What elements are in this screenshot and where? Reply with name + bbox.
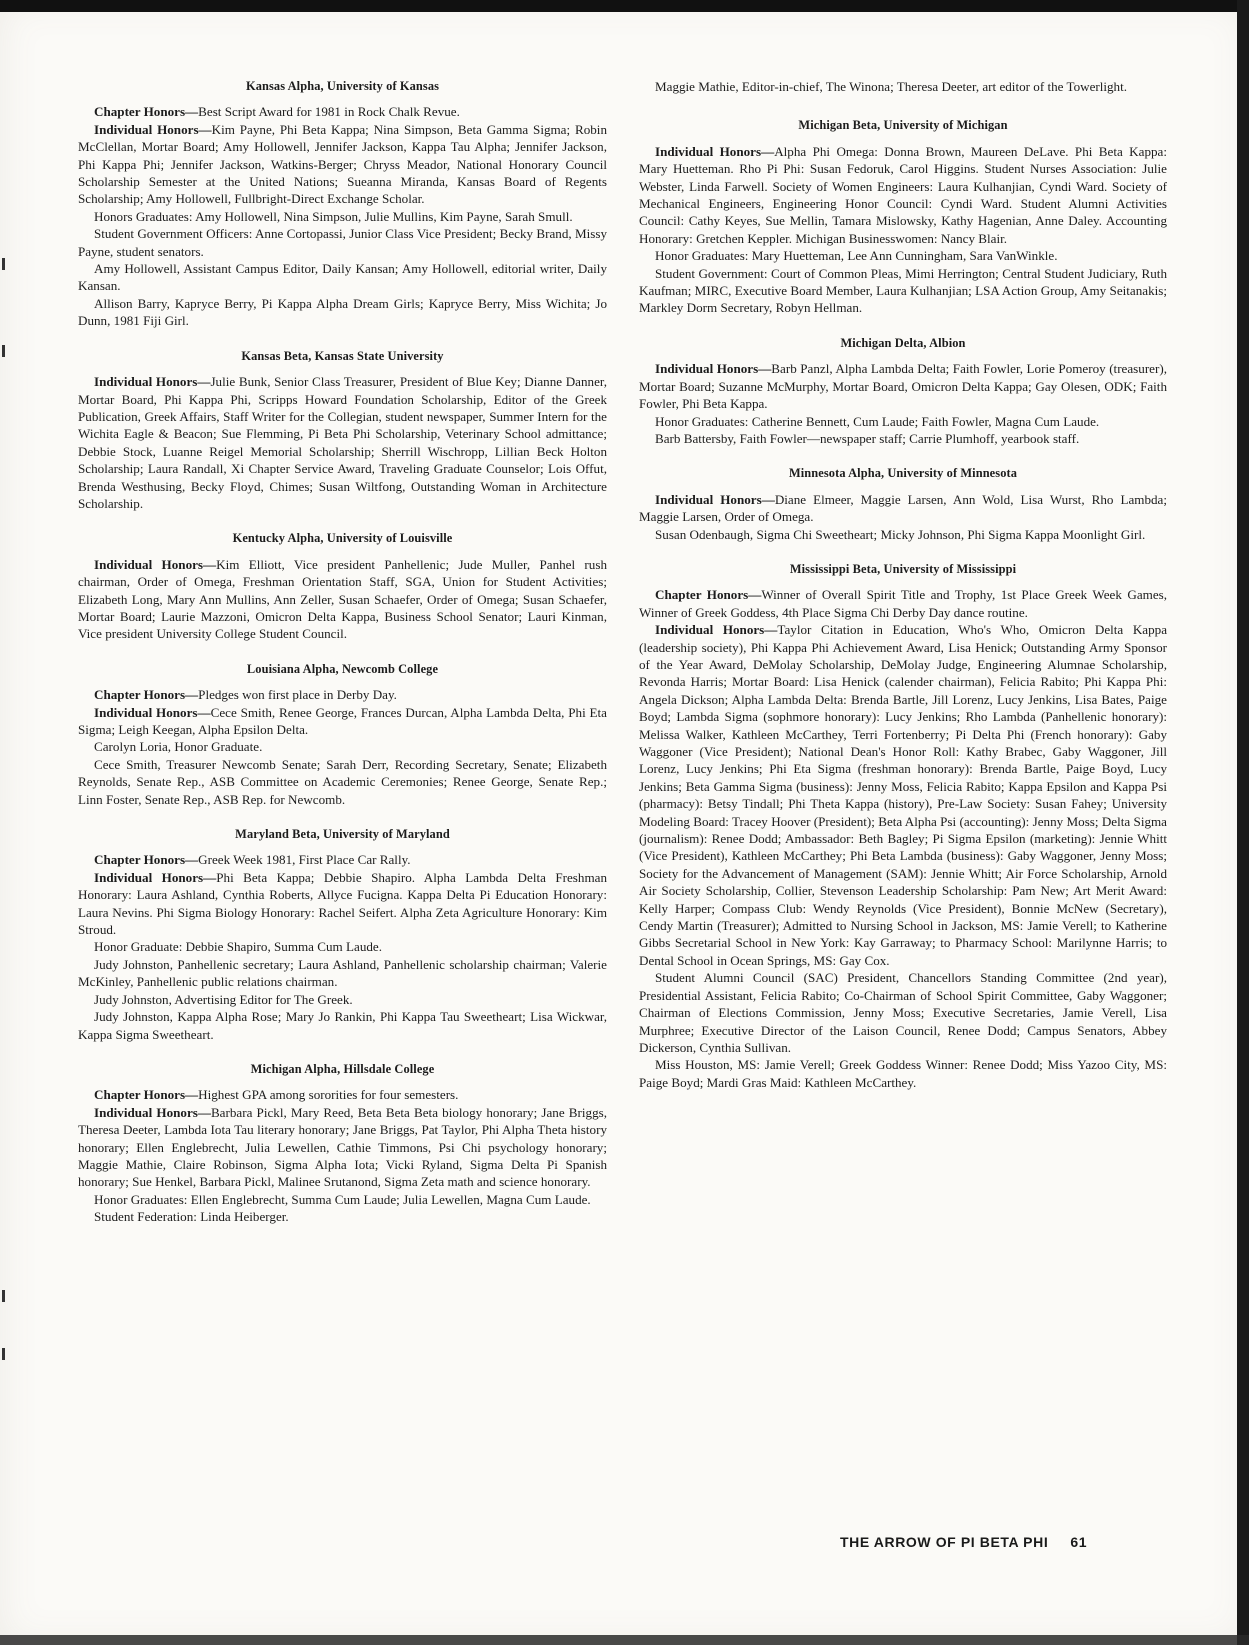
chapter-paragraph: Barb Battersby, Faith Fowler—newspaper staff; Carrie Plumhoff, yearbook staff. xyxy=(655,430,1080,446)
continued-paragraph: Maggie Mathie, Editor-in-chief, The Winona; Theresa Deeter, art editor of the Towerlight. xyxy=(655,79,1128,94)
chapter-paragraph: Cece Smith, Treasurer Newcomb Senate; Sarah Derr, Recording Secretary, Senate; Elizabeth Reynolds, Senate Rep., ASB Committee on Academic Ceremonies; Renee George, Senate Rep.; Linn Foster, Senate Rep., ASB Rep. for Newcomb. xyxy=(78,756,607,807)
chapter-paragraph: Student Government Officers: Anne Cortopassi, Junior Class Vice President; Becky Brand, Missy Payne, student senators. xyxy=(78,226,607,259)
chapter-paragraph: Judy Johnston, Panhellenic secretary; Laura Ashland, Panhellenic scholarship chairman; Valerie McKinley, Panhellenic public relations chairman. xyxy=(78,956,607,990)
chapter-heading: Kansas Alpha, University of Kansas xyxy=(245,79,440,93)
chapter-section xyxy=(78,78,607,330)
chapter-paragraph: Individual Honors—Kim Elliott, Vice president Panhellenic; Jude Muller, Panhel rush chairman, Order of Omega, Freshman Orientation Staff, SGA, Union for Student Activities; Elizabeth Long, Mary Ann Mullins, Ann Zeller, Susan Schaefer, Order of Omega; Susan Schaefer, Mortar Board; Laurie Mazzoni, Omicron Delta Kappa, Business School Senator; Lauri Kinman, Vice president University College Student Council. xyxy=(78,556,607,642)
chapter-section xyxy=(639,117,1167,316)
chapter-paragraph: Individual Honors—Cece Smith, Renee George, Frances Durcan, Alpha Lambda Delta, Phi Eta Sigma; Leigh Keegan, Alpha Epsilon Delta. xyxy=(78,704,607,737)
chapter-paragraph: Student Federation: Linda Heiberger. xyxy=(94,1209,289,1225)
chapter-paragraph: Individual Honors—Phi Beta Kappa; Debbie Shapiro. Alpha Lambda Delta Freshman Honorary: Laura Ashland, Cynthia Roberts, Allyce Fucigna. Kappa Delta Pi Education Honorary: Laura Nevins. Phi Sigma Biology Honorary: Rachel Seifert. Alpha Zeta Agriculture Honorary: Kim Stroud. xyxy=(78,869,607,938)
margin-mark xyxy=(2,258,5,270)
scan-bottom-border xyxy=(0,1635,1249,1645)
chapter-section xyxy=(78,826,607,1043)
chapter-paragraph: Chapter Honors—Best Script Award for 1981 in Rock Chalk Revue. xyxy=(94,104,460,120)
chapter-paragraph: Judy Johnston, Kappa Alpha Rose; Mary Jo Rankin, Phi Kappa Tau Sweetheart; Lisa Wickwar, Kappa Sigma Sweetheart. xyxy=(78,1009,607,1042)
chapter-paragraph: Honors Graduates: Amy Hollowell, Nina Simpson, Julie Mullins, Kim Payne, Sarah Smull. xyxy=(94,208,573,224)
chapter-paragraph: Honor Graduates: Mary Huetteman, Lee Ann Cunningham, Sara VanWinkle. xyxy=(655,248,1058,264)
chapter-section xyxy=(639,561,1167,1091)
chapter-heading: Kansas Beta, Kansas State University xyxy=(241,348,444,363)
chapter-section xyxy=(78,661,607,808)
chapter-paragraph: Honor Graduates: Catherine Bennett, Cum Laude; Faith Fowler, Magna Cum Laude. xyxy=(655,413,1100,429)
chapter-heading: Minnesota Alpha, University of Minnesota xyxy=(788,466,1018,481)
page-footer xyxy=(840,1534,1170,1550)
chapter-section xyxy=(78,348,607,513)
page-number: 61 xyxy=(1070,1534,1088,1550)
chapter-paragraph: Amy Hollowell, Assistant Campus Editor, Daily Kansan; Amy Hollowell, editorial writer, Daily Kansan. xyxy=(78,261,607,294)
right-column xyxy=(639,78,1167,1109)
chapter-paragraph: Individual Honors—Taylor Citation in Education, Who's Who, Omicron Delta Kappa (leadership society), Phi Kappa Phi Achievement Award, Lisa Henick; Outstanding Army Sponsor of the Year Award, DeMolay Scholarship, DeMolay Judge, Engineering Alumnae Scholarship, Revonda Harris; Mortar Board: Lisa Henick (calender chairman), Felicia Rabito; Phi Kappa Phi: Angela Dickson; Alpha Lambda Delta: Brenda Bartle, Jill Lorenz, Lucy Jenkins, Lisa Bates, Paige Boyd; Lambda Sigma (sophmore honorary): Lucy Jenkins; Rho Lambda (Panhellenic honorary): Melissa Walker, Kathleen McCarthey, Terri Fortenberry; Pi Delta Phi (French honorary): Gaby Waggoner (Vice President); National Dean's Honor Roll: Kathy Brabec, Gaby Waggoner, Jill Lorenz, Lucy Jenkins; Phi Eta Sigma (freshman honorary): Brenda Bartle, Paige Boyd, Lucy Jenkins; Beta Gamma Sigma (business): Jenny Moss, Felicia Rabito; Kappa Epsilon and Kappa Psi (pharmacy): Betsy Tindall; Phi Theta Kappa (history), Pre-Law Society: Susan Fahey; University Modeling Board: Tracey Hoover (President); Beta Alpha Psi (accounting): Jenny Moss; Delta Sigma (journalism): Renee Dodd; Ambassador: Beth Bagley; Pi Sigma Epsilon (marketing): Jennie Whitt (Vice President), Kathleen McCarthey; Phi Beta Lambda (business): Gaby Waggoner, Jenny Moss; Society for the Advancement of Management (SAM): Jennie Whitt; Air Force Scholarship, Arnold Air Society Scholarship, Collier, Stevenson Leadership Scholarship: Pam New; Art Merit Award: Kelly Harper; Compass Club: Wendy Reynolds (Vice President), Bonnie McNew (Secretary), Cendy Martin (Treasurer); Admitted to Nursing School in Jackson, MS: Jamie Verell; to Katherine Gibbs Secretarial School in New York: Kay Garraway; to Pharmacy School: Marilynne Harris; to Dental School in Ocean Springs, MS: Gay Cox. xyxy=(639,622,1168,968)
chapter-section xyxy=(639,465,1167,543)
scan-right-border xyxy=(1237,0,1249,1645)
chapter-heading: Louisiana Alpha, Newcomb College xyxy=(246,661,439,676)
publication-title: THE ARROW OF PI BETA PHI xyxy=(840,1534,1049,1550)
chapter-heading: Maryland Beta, University of Maryland xyxy=(235,827,450,842)
chapter-paragraph: Allison Barry, Kapryce Berry, Pi Kappa Alpha Dream Girls; Kapryce Berry, Miss Wichita; Jo Dunn, 1981 Fiji Girl. xyxy=(78,295,607,329)
continued-section xyxy=(639,78,1167,95)
scan-top-border xyxy=(0,0,1249,12)
chapter-paragraph: Individual Honors—Julie Bunk, Senior Class Treasurer, President of Blue Key; Dianne Danner, Mortar Board, Phi Kappa Phi, Scripps Howard Foundation Scholarship, Editor of the Greek Publication, Greek Affairs, Staff Writer for the Collegian, student newspaper, Summer Intern for the Wichita Eagle & Beacon; Sue Flemming, Pi Beta Phi Scholarship, Veterinary School admittance; Debbie Stock, Luanne Reigel Memorial Scholarship; Sherrill Wischropp, Lillian Beck Holton Scholarship; Laura Randall, Xi Chapter Service Award, Traveling Graduate Counselor; Lois Offut, Brenda Westhusing, Becky Floyd, Chimes; Susan Wiltfong, Outstanding Woman in Architecture Scholarship. xyxy=(78,374,607,511)
chapter-heading: Mississippi Beta, University of Mississippi xyxy=(789,561,1017,576)
chapter-paragraph: Individual Honors—Kim Payne, Phi Beta Kappa; Nina Simpson, Beta Gamma Sigma; Robin McClellan, Mortar Board; Amy Hollowell, Jennifer Jackson, Kappa Tau Alpha; Jennifer Jackson, Phi Kappa Phi; Jennifer Jackson, Watkins-Berger; Chryss Meador, National Honorary Council Scholarship Semester at the United Nations; Sueanna Miranda, Kansas Board of Regents Scholarship; Amy Hollowell, Fullbright-Direct Exchange Scholar. xyxy=(78,121,607,207)
chapter-paragraph: Susan Odenbaugh, Sigma Chi Sweetheart; Micky Johnson, Phi Sigma Kappa Moonlight Girl. xyxy=(655,526,1146,542)
chapter-paragraph: Student Government: Court of Common Pleas, Mimi Herrington; Central Student Judiciary, Ruth Kaufman; MIRC, Executive Board Member, Laura Kulhanjian; LSA Action Group, Amy Seitanakis; Markley Dorm Secretary, Robyn Hellman. xyxy=(639,265,1167,316)
left-column xyxy=(78,78,607,1244)
chapter-heading: Michigan Beta, University of Michigan xyxy=(798,118,1008,133)
chapter-paragraph: Individual Honors—Alpha Phi Omega: Donna Brown, Maureen DeLave. Phi Beta Kappa: Mary Huetteman. Rho Pi Phi: Susan Fedoruk, Carol Higgins. Student Nurses Association: Julie Webster, Linda Farwell. Society of Women Engineers: Laura Kulhanjian, Cyndi Ward. Society of Mechanical Engineers, Engineering Honor Council: Cyndi Ward. Student Alumni Activities Council: Cathy Keyes, Sue Mellin, Tamara Mislowsky, Kathy Hagenian, Anne Daley. Accounting Honorary: Gretchen Keppler. Michigan Businesswomen: Nancy Blair. xyxy=(639,143,1167,246)
chapter-heading: Kentucky Alpha, University of Louisville xyxy=(232,531,453,546)
chapter-paragraph: Carolyn Loria, Honor Graduate. xyxy=(94,739,263,755)
chapter-paragraph: Honor Graduates: Ellen Englebrecht, Summa Cum Laude; Julia Lewellen, Magna Cum Laude. xyxy=(94,1191,591,1207)
chapter-paragraph: Student Alumni Council (SAC) President, Chancellors Standing Committee (2nd year), Presidential Assistant, Felicia Rabito; Co-Chairman of School Spirit Committee, Gaby Waggoner; Chairman of Elections Commission, Jenny Moss; Executive Secretaries, Jamie Verell, Lisa Murphree; Executive Director of the Laison Council, Renee Dodd; Campus Senators, Abbey Dickerson, Cynthia Sullivan. xyxy=(639,970,1167,1055)
chapter-paragraph: Chapter Honors—Winner of Overall Spirit Title and Trophy, 1st Place Greek Week Games, Winner of Greek Goddess, 4th Place Sigma Chi Derby Day dance routine. xyxy=(639,587,1167,620)
chapter-paragraph: Chapter Honors—Greek Week 1981, First Place Car Rally. xyxy=(94,852,411,868)
chapter-section xyxy=(78,530,607,642)
chapter-paragraph: Miss Houston, MS: Jamie Verell; Greek Goddess Winner: Renee Dodd; Miss Yazoo City, MS: Paige Boyd; Mardi Gras Maid: Kathleen McCarthey. xyxy=(639,1057,1167,1090)
chapter-paragraph: Honor Graduate: Debbie Shapiro, Summa Cum Laude. xyxy=(94,939,382,955)
chapter-paragraph: Individual Honors—Barb Panzl, Alpha Lambda Delta; Faith Fowler, Lorie Pomeroy (treasurer), Mortar Board; Suzanne McMurphy, Mortar Board, Omicron Delta Kappa; Gay Olesen, ODK; Faith Fowler, Phi Beta Kappa. xyxy=(639,361,1167,412)
chapter-section xyxy=(78,1061,607,1226)
chapter-paragraph: Individual Honors—Barbara Pickl, Mary Reed, Beta Beta Beta biology honorary; Jane Briggs, Theresa Deeter, Lambda Iota Tau literary honorary; Jane Briggs, Pat Taylor, Phi Alpha Theta history honorary; Ellen Englebrecht, Julia Lewellen, Cathie Timmons, Psi Chi psychology honorary; Maggie Mathie, Claire Robinson, Sigma Alpha Iota; Vicki Ryland, Sigma Delta Pi Spanish honorary; Sue Henkel, Barbara Pickl, Malinee Srutanond, Sigma Zeta math and science honorary. xyxy=(78,1104,607,1190)
chapter-paragraph: Chapter Honors—Pledges won first place in Derby Day. xyxy=(94,687,397,703)
chapter-paragraph: Individual Honors—Diane Elmeer, Maggie Larsen, Ann Wold, Lisa Wurst, Rho Lambda; Maggie Larsen, Order of Omega. xyxy=(639,491,1167,525)
chapter-paragraph: Judy Johnston, Advertising Editor for The Greek. xyxy=(94,991,353,1007)
chapter-paragraph: Chapter Honors—Highest GPA among sororities for four semesters. xyxy=(94,1087,459,1103)
chapter-heading: Michigan Alpha, Hillsdale College xyxy=(250,1061,435,1076)
chapter-heading: Michigan Delta, Albion xyxy=(840,335,966,350)
margin-mark xyxy=(2,345,5,357)
margin-mark xyxy=(2,1348,5,1360)
margin-mark xyxy=(2,1290,5,1302)
chapter-section xyxy=(639,335,1167,447)
